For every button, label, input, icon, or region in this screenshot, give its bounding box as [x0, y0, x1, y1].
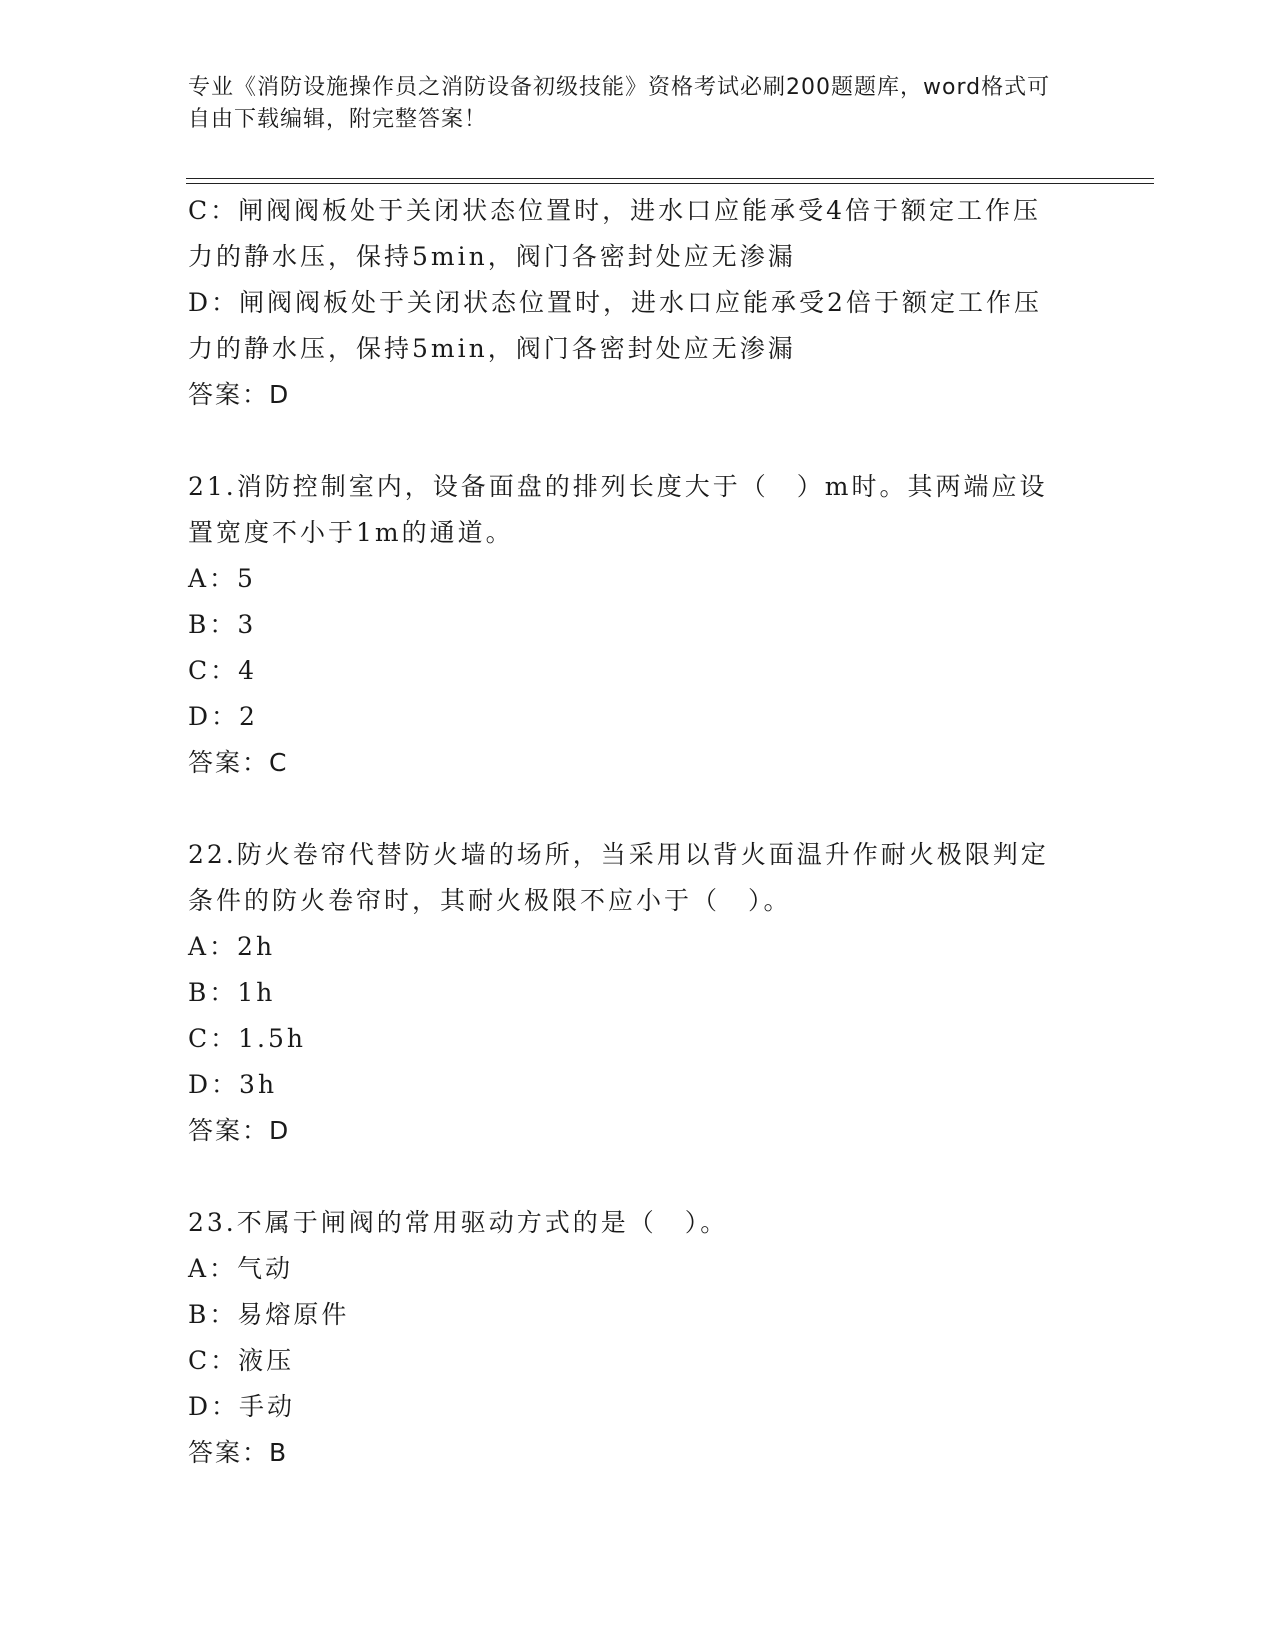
- question-21-option-d: D：2: [188, 702, 258, 731]
- question-23-option-b: B：易熔原件: [188, 1300, 350, 1329]
- document-header: [188, 72, 1068, 136]
- question-22-option-c: C：1.5h: [188, 1024, 306, 1053]
- spacer: [188, 418, 1088, 464]
- spacer: [188, 1154, 1088, 1200]
- header-title: 专业《消防设施操作员之消防设备初级技能》资格考试必刷200题题库，word格式可自由下载编辑，附完整答案！: [188, 75, 1051, 132]
- question-22-option-d: D：3h: [188, 1070, 278, 1099]
- option-c-line-1: C：闸阀阀板处于关闭状态位置时，进水口应能承受4倍于额定工作压: [188, 196, 1042, 225]
- question-22-option-a: A：2h: [188, 932, 276, 961]
- option-d-line-1: D：闸阀阀板处于关闭状态位置时，进水口应能承受2倍于额定工作压: [188, 288, 1042, 317]
- document-body: [188, 188, 1088, 1476]
- question-21-stem-line-1: 21.消防控制室内，设备面盘的排列长度大于（ ）m时。其两端应设: [188, 472, 1048, 501]
- answer-20: 答案：D: [188, 380, 291, 409]
- question-22-option-b: B：1h: [188, 978, 276, 1007]
- question-21-option-a: A：5: [188, 564, 256, 593]
- answer-21: 答案：C: [188, 748, 289, 777]
- question-21-stem-line-2: 置宽度不小于1m的通道。: [188, 518, 514, 547]
- question-21-option-c: C：4: [188, 656, 258, 685]
- question-23-option-d: D：手动: [188, 1392, 296, 1421]
- question-22-stem-line-2: 条件的防火卷帘时，其耐火极限不应小于（ ）。: [188, 886, 792, 915]
- question-23-stem-line-1: 23.不属于闸阀的常用驱动方式的是（ ）。: [188, 1208, 729, 1237]
- answer-22: 答案：D: [188, 1116, 291, 1145]
- header-divider-top: [186, 178, 1154, 179]
- question-23-option-a: A：气动: [188, 1254, 294, 1283]
- question-23-option-c: C：液压: [188, 1346, 295, 1375]
- header-divider-bottom: [186, 183, 1154, 184]
- question-21-option-b: B：3: [188, 610, 257, 639]
- option-d-line-2: 力的静水压，保持5min，阀门各密封处应无渗漏: [188, 334, 796, 363]
- answer-23: 答案：B: [188, 1438, 289, 1467]
- option-c-line-2: 力的静水压，保持5min，阀门各密封处应无渗漏: [188, 242, 796, 271]
- spacer: [188, 786, 1088, 832]
- question-22-stem-line-1: 22.防火卷帘代替防火墙的场所，当采用以背火面温升作耐火极限判定: [188, 840, 1049, 869]
